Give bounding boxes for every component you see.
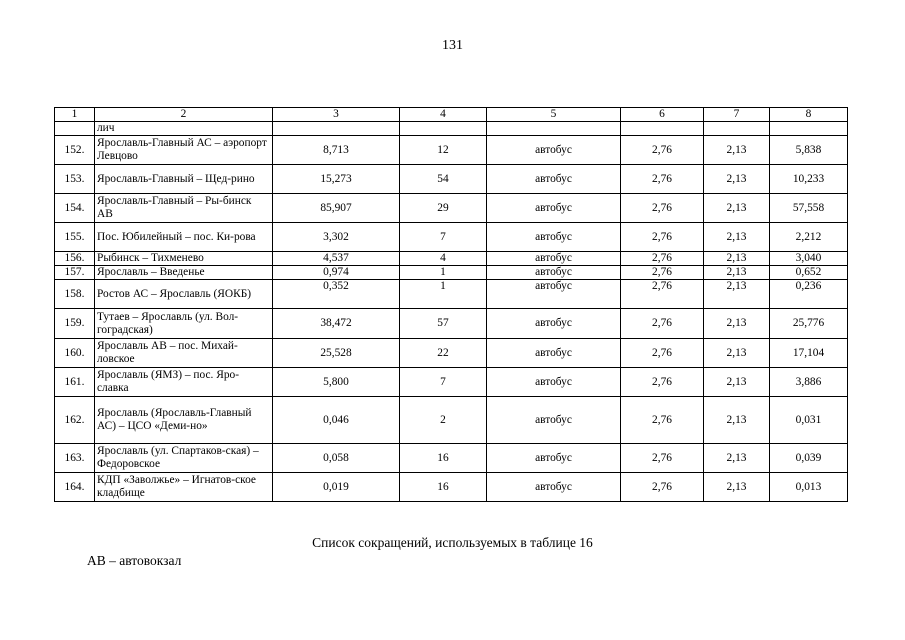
route-name: Тутаев – Ярославль (ул. Вол-гоградская)	[95, 309, 273, 339]
column-header: 7	[704, 108, 770, 122]
table-cell: 29	[400, 194, 487, 223]
table-cell: 0,352	[273, 280, 400, 309]
table-cell: 7	[400, 223, 487, 252]
row-number: 158.	[55, 280, 95, 309]
table-cell: 5,800	[273, 368, 400, 397]
route-name: Ярославль-Главный – Ры-бинск АВ	[95, 194, 273, 223]
column-header: 3	[273, 108, 400, 122]
row-number: 156.	[55, 252, 95, 266]
table-cell: 0,058	[273, 444, 400, 473]
table-row	[55, 136, 848, 165]
row-number: 159.	[55, 309, 95, 339]
table-cell: 15,273	[273, 165, 400, 194]
route-name: Ярославль-Главный АС – аэропорт Левцово	[95, 136, 273, 165]
table-cell: 4	[400, 252, 487, 266]
transport-type: автобус	[487, 136, 621, 165]
row-number: 154.	[55, 194, 95, 223]
transport-type: автобус	[487, 339, 621, 368]
route-name: Ярославль (Ярославль-Главный АС) – ЦСО «Деми-но»	[95, 397, 273, 444]
table-cell: 0,039	[770, 444, 848, 473]
table-row	[55, 397, 848, 444]
table-cell: 2,76	[621, 136, 704, 165]
table-cell: 2,76	[621, 339, 704, 368]
table-cell: 5,838	[770, 136, 848, 165]
table-cell: 2,76	[621, 473, 704, 502]
table-cell	[487, 122, 621, 136]
row-number: 157.	[55, 266, 95, 280]
table-cell: 2,13	[704, 444, 770, 473]
column-header: 6	[621, 108, 704, 122]
table-cell: 54	[400, 165, 487, 194]
table-row	[55, 223, 848, 252]
table-cell: 16	[400, 473, 487, 502]
table-cell: 57,558	[770, 194, 848, 223]
table-cell: 3,040	[770, 252, 848, 266]
table-cell: 2,13	[704, 165, 770, 194]
table-cell: 2,13	[704, 266, 770, 280]
transport-type: автобус	[487, 194, 621, 223]
row-number: 160.	[55, 339, 95, 368]
table-cell: 12	[400, 136, 487, 165]
table-cell: 2,76	[621, 368, 704, 397]
table-cell: 2,76	[621, 165, 704, 194]
table-cell	[621, 122, 704, 136]
table-cell: 2,76	[621, 252, 704, 266]
table-cell: 2,13	[704, 368, 770, 397]
transport-type: автобус	[487, 266, 621, 280]
column-header: 8	[770, 108, 848, 122]
table-cell: 2,13	[704, 136, 770, 165]
table-row	[55, 444, 848, 473]
table-cell	[273, 122, 400, 136]
table-row	[55, 473, 848, 502]
table-cell: 2,76	[621, 266, 704, 280]
row-number: 153.	[55, 165, 95, 194]
route-name: Ярославль-Главный – Щед-рино	[95, 165, 273, 194]
table-cell: 0,046	[273, 397, 400, 444]
route-name: Ярославль (ул. Спартаков-ская) – Федоровское	[95, 444, 273, 473]
table-row	[55, 368, 848, 397]
table-cell: 1	[400, 266, 487, 280]
table-row	[55, 194, 848, 223]
table-cell: 2,76	[621, 309, 704, 339]
table-cell: 25,528	[273, 339, 400, 368]
route-name: Рыбинск – Тихменево	[95, 252, 273, 266]
abbreviations-caption: Список сокращений, используемых в таблице 16	[312, 535, 593, 550]
table-row	[55, 252, 848, 266]
table-cell: 0,236	[770, 280, 848, 309]
table-cell: 38,472	[273, 309, 400, 339]
transport-type: автобус	[487, 165, 621, 194]
routes-table	[54, 107, 848, 502]
table-cell: 2,13	[704, 473, 770, 502]
table-row	[55, 339, 848, 368]
column-header: 1	[55, 108, 95, 122]
row-number: 163.	[55, 444, 95, 473]
table-header-row	[55, 108, 848, 122]
column-header: 2	[95, 108, 273, 122]
row-number: 164.	[55, 473, 95, 502]
row-number: 152.	[55, 136, 95, 165]
table-row-continuation	[55, 122, 848, 136]
table-cell: 1	[400, 280, 487, 309]
row-number: 155.	[55, 223, 95, 252]
transport-type: автобус	[487, 473, 621, 502]
table-row	[55, 309, 848, 339]
table-cell: 4,537	[273, 252, 400, 266]
table-cell: 8,713	[273, 136, 400, 165]
table-cell: 16	[400, 444, 487, 473]
route-name: Ярославль АВ – пос. Михай-ловское	[95, 339, 273, 368]
table-cell: 57	[400, 309, 487, 339]
table-cell: лич	[95, 122, 273, 136]
table-cell	[400, 122, 487, 136]
table-cell: 2,76	[621, 223, 704, 252]
route-name: КДП «Заволжье» – Игнатов-ское кладбище	[95, 473, 273, 502]
table-cell: 2,76	[621, 444, 704, 473]
table-cell: 2,76	[621, 194, 704, 223]
table-cell: 2,76	[621, 397, 704, 444]
table-cell: 2,13	[704, 223, 770, 252]
transport-type: автобус	[487, 280, 621, 309]
table-cell: 85,907	[273, 194, 400, 223]
table-cell: 2,13	[704, 194, 770, 223]
table-cell: 2,76	[621, 280, 704, 309]
table-cell: 0,013	[770, 473, 848, 502]
route-name: Ярославль – Введенье	[95, 266, 273, 280]
table-cell: 2	[400, 397, 487, 444]
route-name: Ярославль (ЯМЗ) – пос. Яро-славка	[95, 368, 273, 397]
table-cell: 0,652	[770, 266, 848, 280]
table-cell: 2,13	[704, 252, 770, 266]
table-row	[55, 266, 848, 280]
transport-type: автобус	[487, 368, 621, 397]
table-cell: 3,302	[273, 223, 400, 252]
table-cell: 0,019	[273, 473, 400, 502]
transport-type: автобус	[487, 397, 621, 444]
table-cell: 0,031	[770, 397, 848, 444]
transport-type: автобус	[487, 444, 621, 473]
route-name: Пос. Юбилейный – пос. Ки-рова	[95, 223, 273, 252]
row-number: 162.	[55, 397, 95, 444]
table-cell: 10,233	[770, 165, 848, 194]
table-cell	[55, 122, 95, 136]
transport-type: автобус	[487, 252, 621, 266]
table-cell: 2,212	[770, 223, 848, 252]
table-row	[55, 165, 848, 194]
table-cell: 0,974	[273, 266, 400, 280]
column-header: 4	[400, 108, 487, 122]
transport-type: автобус	[487, 309, 621, 339]
table-cell: 2,13	[704, 397, 770, 444]
table-cell: 2,13	[704, 280, 770, 309]
table-cell: 2,13	[704, 339, 770, 368]
transport-type: автобус	[487, 223, 621, 252]
table-row	[55, 280, 848, 309]
table-cell: 22	[400, 339, 487, 368]
table-cell: 17,104	[770, 339, 848, 368]
column-header: 5	[487, 108, 621, 122]
table-cell: 7	[400, 368, 487, 397]
route-name: Ростов АС – Ярославль (ЯОКБ)	[95, 280, 273, 309]
row-number: 161.	[55, 368, 95, 397]
table-cell	[770, 122, 848, 136]
table-cell: 25,776	[770, 309, 848, 339]
table-cell: 3,886	[770, 368, 848, 397]
abbreviation-entry: АВ – автовокзал	[87, 553, 182, 568]
table-cell: 2,13	[704, 309, 770, 339]
table-cell	[704, 122, 770, 136]
page-number: 131	[442, 38, 463, 53]
